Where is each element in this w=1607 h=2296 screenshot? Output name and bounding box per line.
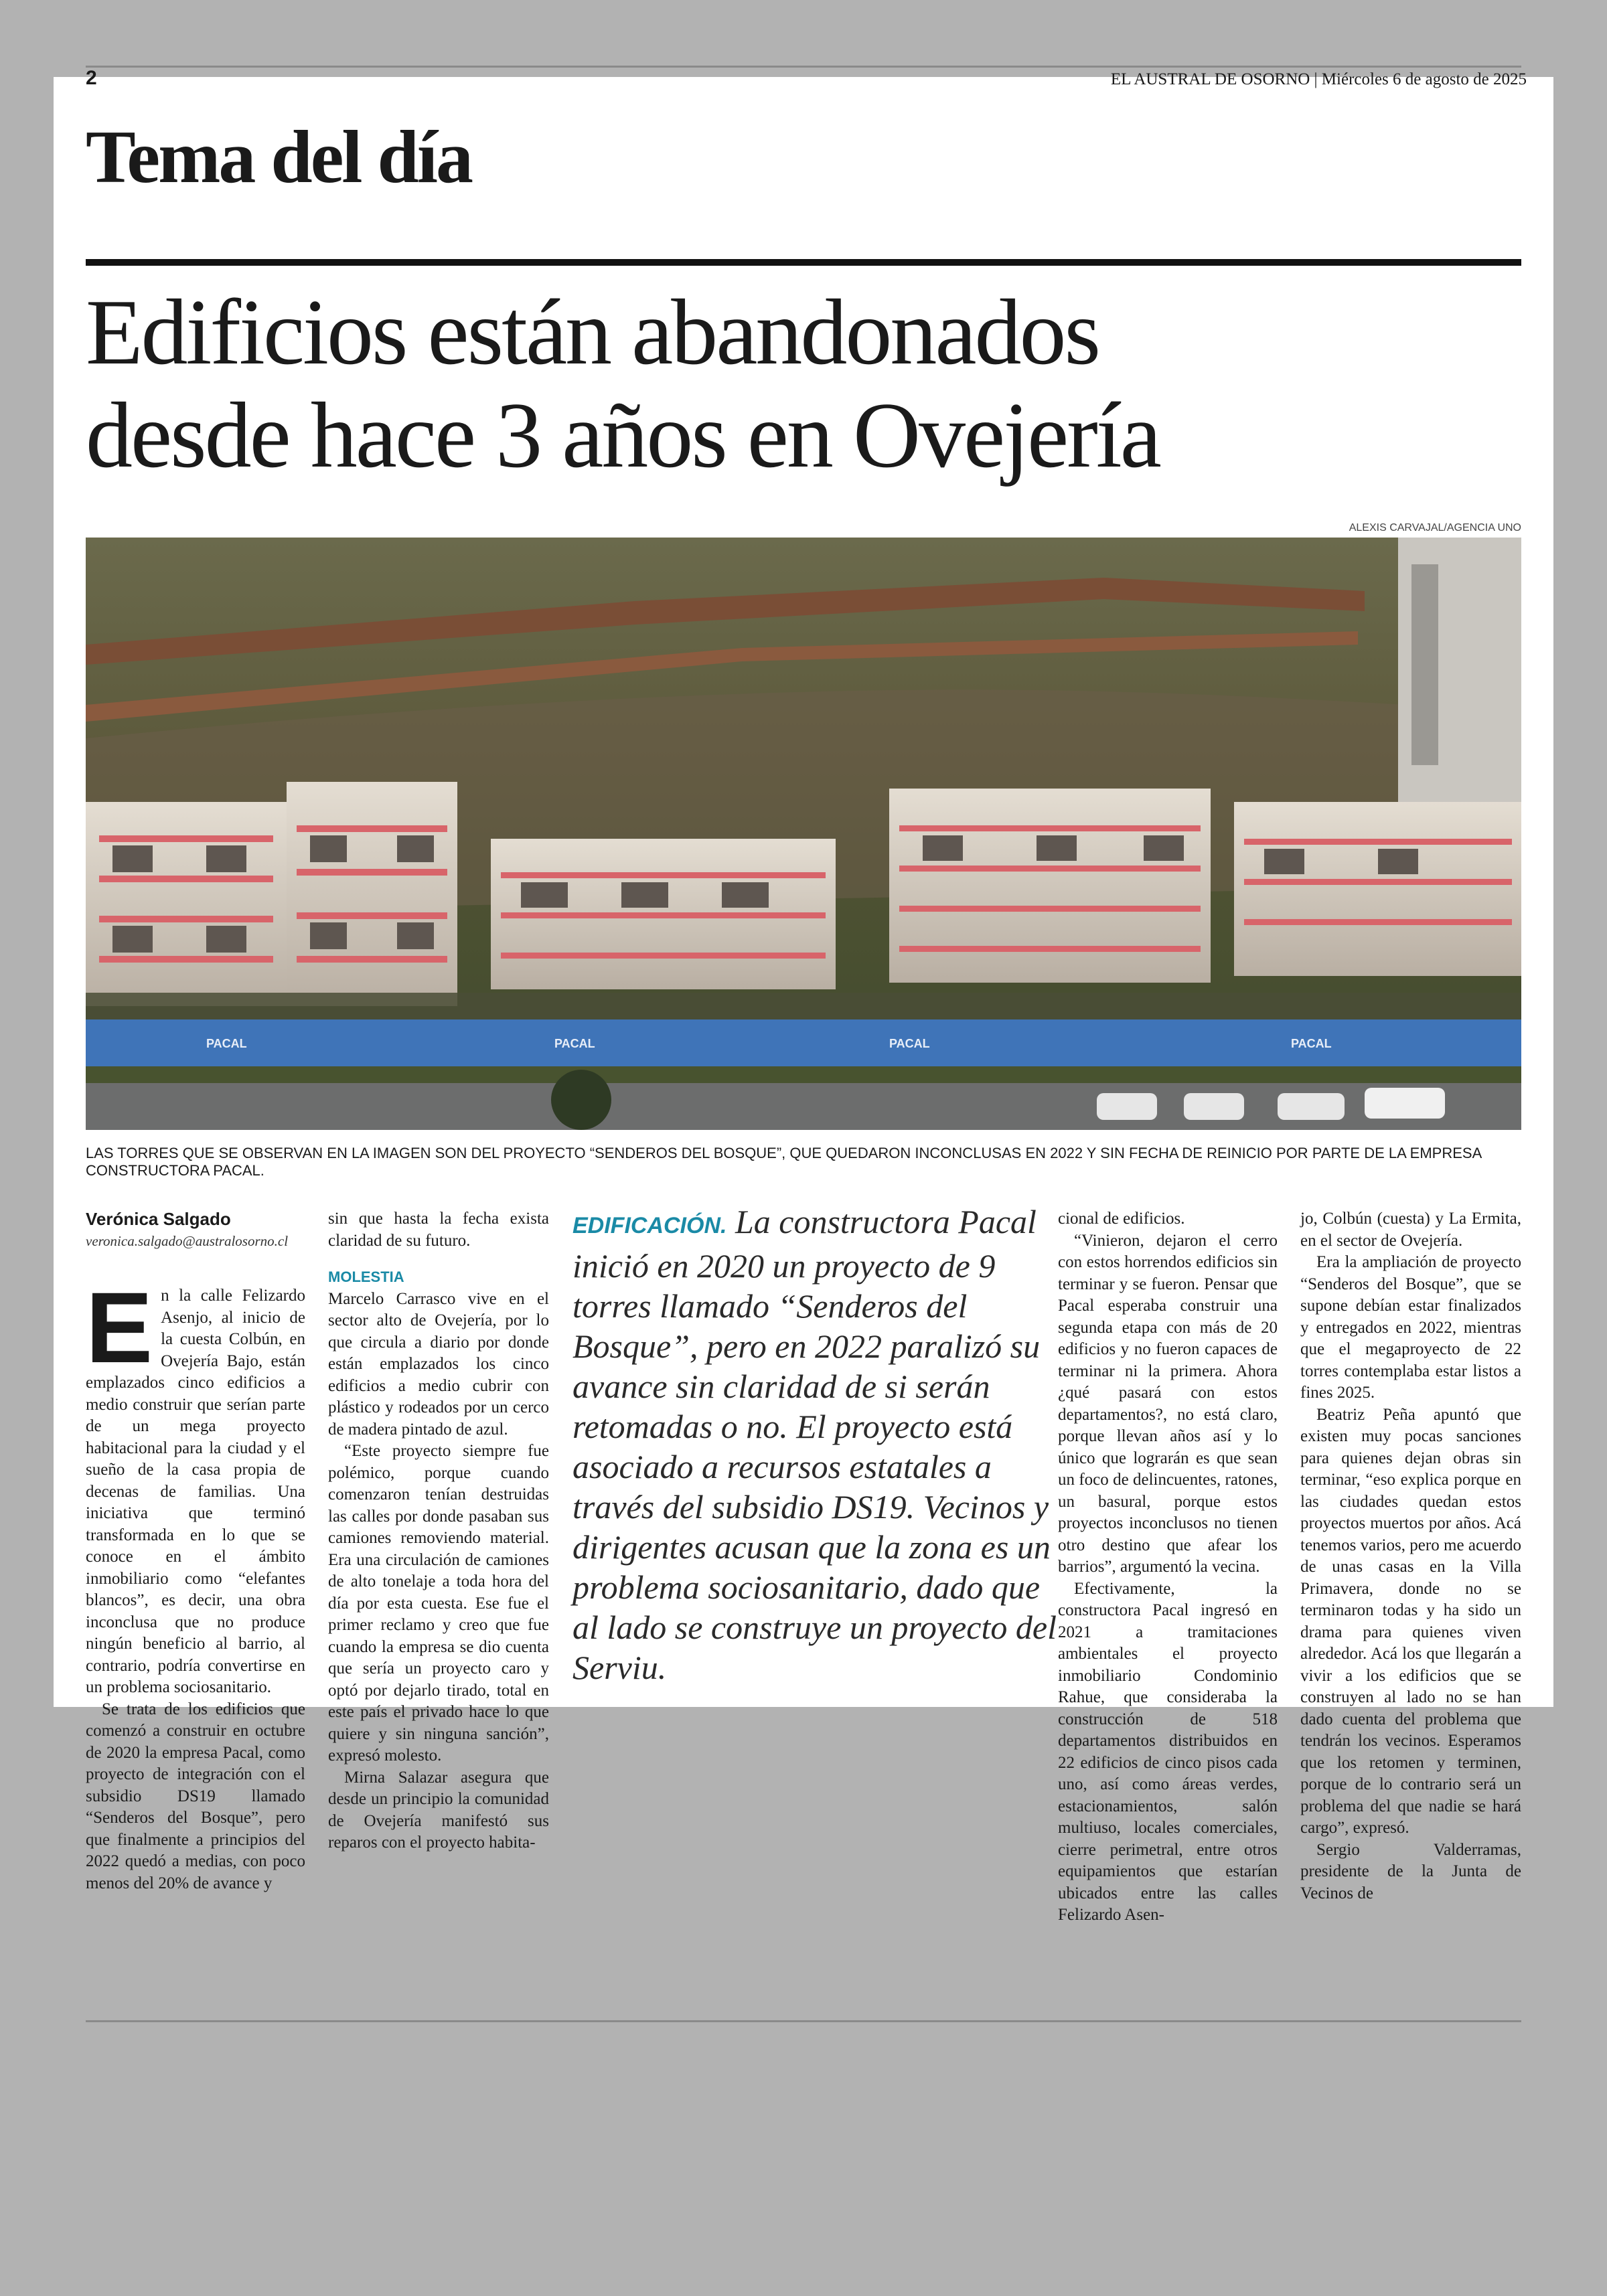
paragraph: Mirna Salazar asegura que desde un principio la comunidad de Ovejería manifestó sus reparos con el proyecto habita- xyxy=(328,1768,549,1852)
column-5 xyxy=(1300,1208,1521,1904)
paragraph: sin que hasta la fecha exista claridad de su futuro. xyxy=(328,1210,549,1250)
photo-caption: LAS TORRES QUE SE OBSERVAN EN LA IMAGEN SON DEL PROYECTO “SENDEROS DEL BOSQUE”, QUE QUEDARON INCONCLUSAS EN 2022 Y SIN FECHA DE REINICIO POR PARTE DE LA EMPRESA CONSTRUCTORA PACAL. xyxy=(86,1145,1482,1179)
grass-strip xyxy=(86,1066,1521,1083)
drop-cap: E xyxy=(86,1271,153,1384)
building-3 xyxy=(491,839,836,989)
paragraph: Era la ampliación de proyecto “Senderos del Bosque”, que se supone debían estar finalizados y entregados en 2022, mientras que el megaproyecto de 22 torres contemplaba estar listos a fines 2025. xyxy=(1300,1253,1521,1402)
paragraph: Sergio Valderramas, presidente de la Junta de Vecinos de xyxy=(1300,1840,1521,1902)
paper-and-date: EL AUSTRAL DE OSORNO | Miércoles 6 de agosto de 2025 xyxy=(1110,70,1527,88)
column-4 xyxy=(1058,1208,1278,1926)
photo-abandoned-buildings xyxy=(86,538,1521,1130)
building-4 xyxy=(889,789,1211,983)
headline-line-1: Edificios están abandonados xyxy=(86,280,1099,384)
photo-credit: ALEXIS CARVAJAL/AGENCIA UNO xyxy=(1349,522,1521,534)
paragraph: “Vinieron, dejaron el cerro con estos horrendos edificios sin terminar y se fueron. Pensar que Pacal esperaba construir una segunda etapa con más de 20 edificios y no fueron capaces de terminar ni la primera. Ahora ¿qué pasará con estos departamentos?, no está claro, porque llevan años así y lo único que lograrán es que sean un foco de delincuentes, ratones, un basural, porque estos proyectos inconclusos no tienen otro destino que afear los barrios”, argumentó la vecina. xyxy=(1058,1231,1278,1576)
car-2 xyxy=(1184,1093,1244,1120)
paragraph: Se trata de los edificios que comenzó a construir en octubre de 2020 la empresa Pacal, como proyecto de integración con el subsidio DS19 llamado “Senderos del Bosque”, pero que finalmente a principios del 2022 quedó a medias, con poco menos del 20% de avance y xyxy=(86,1700,305,1892)
tree xyxy=(551,1070,611,1130)
section-rule xyxy=(86,259,1521,266)
car-1 xyxy=(1097,1093,1157,1120)
headline xyxy=(86,281,1525,487)
shrubs xyxy=(86,993,1521,1019)
building-5 xyxy=(1234,802,1521,976)
paragraph: Efectivamente, la constructora Pacal ingresó en 2021 a tramitaciones ambientales el proyecto inmobiliario Condominio Rahue, que consideraba la construcción de 518 departamentos distribuidos en 22 edificios de cinco pisos cada uno, así como áreas verdes, estacionamientos, salón multiuso, locales comerciales, cierre perimetral, entre otros equipamientos que estarían ubicados entre las calles Felizardo Asen- xyxy=(1058,1579,1278,1924)
building-2 xyxy=(287,782,457,1006)
paragraph: Beatriz Peña apuntó que existen muy pocas sanciones para quienes dejan obras sin terminar, “eso explica porque en las ciudades quedan estos proyectos muertos por años. Acá tenemos varios, pero me acuerdo de unas casas en la Villa Primavera, donde no se terminaron todas y ha sido un drama para quienes viven alrededor. Acá los que llegarán a vivir a los edificios que se construyen al lado no se han dado cuenta del problema que tendrán los vecinos. Esperamos que los retomen y terminen, porque de lo contrario será un problema del que nadie se hará cargo”, expresó. xyxy=(1300,1405,1521,1837)
deck-text: La constructora Pacal inició en 2020 un proyecto de 9 torres llamado “Senderos del Bosque”, pero en 2022 paralizó su avance sin claridad de si serán retomadas o no. El proyecto está asociado a recursos estatales a través del subsidio DS19. Vecinos y dirigentes acusan que la zona es un problema sociosanitario, dado que al lado se construye un proyecto del Serviu. xyxy=(572,1203,1057,1686)
deck-label: EDIFICACIÓN. xyxy=(572,1213,727,1238)
paragraph: cional de edificios. xyxy=(1058,1210,1185,1228)
article-deck xyxy=(572,1202,1065,1688)
section-title: Tema del día xyxy=(86,116,471,199)
author-name: Verónica Salgado xyxy=(86,1209,231,1229)
column-1 xyxy=(86,1208,305,1894)
pickup-truck xyxy=(1365,1088,1445,1119)
lead-paragraph: En la calle Felizardo Asenjo, al inicio de la cuesta Colbún, en Ovejería Bajo, están emplazados cinco edificios a medio construir que serían parte de un mega proyecto habitacional para la ciudad y el sueño de la casa propia de decenas de familias. Una iniciativa que terminó transformada en lo que se conoce en el ámbito inmobiliario como “elefantes blancos”, es decir, una obra inconclusa que no produce ningún beneficio al barrio, al contrario, podría convertirse en un problema sociosanitario. xyxy=(86,1271,305,1696)
bottom-rule xyxy=(86,2020,1521,2022)
paragraph: Marcelo Carrasco vive en el sector alto de Ovejería, por lo que circula a diario por donde están emplazados los cinco edificios a medio cubrir con plástico y rodeados por un cerco de madera pintado de azul. xyxy=(328,1289,549,1439)
subhead-molestia: MOLESTIA xyxy=(328,1268,404,1285)
top-rule xyxy=(86,66,1521,68)
author-email[interactable]: veronica.salgado@australosorno.cl xyxy=(86,1232,289,1249)
paragraph: jo, Colbún (cuesta) y La Ermita, en el sector de Ovejería. xyxy=(1300,1210,1521,1250)
headline-line-2: desde hace 3 años en Ovejería xyxy=(86,384,1160,487)
paragraph: “Este proyecto siempre fue polémico, porque cuando comenzaron tenían destruidas las calles por donde pasaban sus camiones removiendo material. Era una circulación de camiones de alto tonelaje a toda hora del día por esta cuesta. Ese fue el primer reclamo y creo que fue cuando la empresa se dio cuenta que sería un proyecto caro y optó por dejarlo tirado, total en este país el privado hace lo que quiere y sin ninguna sanción”, expresó molesto. xyxy=(328,1442,549,1765)
building-right-window xyxy=(1411,564,1438,765)
column-2 xyxy=(328,1208,549,1854)
fence-brand-3: PACAL xyxy=(889,1037,930,1050)
building-1 xyxy=(86,802,287,1006)
car-3 xyxy=(1278,1093,1345,1120)
newspaper-page xyxy=(54,67,1553,1924)
fence-brand-4: PACAL xyxy=(1291,1037,1332,1050)
fence-brand-2: PACAL xyxy=(554,1037,595,1050)
page-number: 2 xyxy=(86,67,97,89)
fence-brand-1: PACAL xyxy=(206,1037,247,1050)
